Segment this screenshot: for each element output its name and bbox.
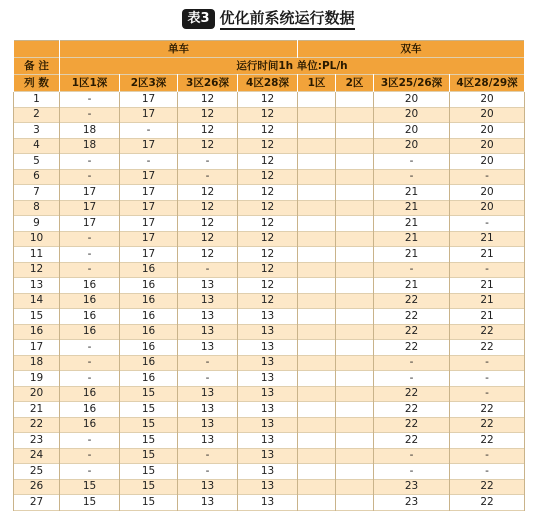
table-cell: 12 xyxy=(238,92,298,108)
table-cell: - xyxy=(60,154,120,170)
table-cell: 13 xyxy=(238,324,298,340)
table-row xyxy=(14,278,525,294)
table-row xyxy=(14,293,525,309)
table-cell: - xyxy=(374,169,450,185)
table-cell: 13 xyxy=(238,386,298,402)
table-number-badge: 表3 xyxy=(182,9,214,29)
table-cell: - xyxy=(178,448,238,464)
table-cell: - xyxy=(374,464,450,480)
table-row xyxy=(14,231,525,247)
row-index-cell: 21 xyxy=(14,402,60,418)
table-cell: 12 xyxy=(238,231,298,247)
table-cell: 22 xyxy=(450,479,525,495)
table-cell: 21 xyxy=(450,293,525,309)
table-cell: 13 xyxy=(178,309,238,325)
row-index-cell: 8 xyxy=(14,200,60,216)
table-cell: 16 xyxy=(120,371,178,387)
table-cell xyxy=(336,355,374,371)
table-cell xyxy=(336,340,374,356)
table-cell: 22 xyxy=(374,340,450,356)
table-cell: - xyxy=(60,92,120,108)
table-cell xyxy=(336,417,374,433)
table-cell: - xyxy=(450,169,525,185)
remark-label: 备 注 xyxy=(14,58,60,75)
table-cell: 22 xyxy=(450,495,525,511)
table-cell: 21 xyxy=(374,185,450,201)
table-cell xyxy=(298,107,336,123)
table-row xyxy=(14,371,525,387)
table-cell: 16 xyxy=(60,309,120,325)
table-cell xyxy=(336,107,374,123)
table-cell: 15 xyxy=(120,464,178,480)
table-cell xyxy=(336,309,374,325)
row-index-cell: 14 xyxy=(14,293,60,309)
row-index-cell: 17 xyxy=(14,340,60,356)
table-cell: 16 xyxy=(120,324,178,340)
table-cell xyxy=(336,169,374,185)
column-header: 2区3深 xyxy=(120,75,178,92)
table-cell: 13 xyxy=(238,371,298,387)
table-cell: - xyxy=(60,231,120,247)
table-cell: 21 xyxy=(450,247,525,263)
data-table xyxy=(13,40,525,511)
table-cell: - xyxy=(178,464,238,480)
table-cell: 20 xyxy=(450,92,525,108)
table-cell: 13 xyxy=(238,340,298,356)
table-cell: - xyxy=(374,448,450,464)
table-cell: 20 xyxy=(450,154,525,170)
table-cell: 13 xyxy=(178,433,238,449)
table-cell: 15 xyxy=(60,495,120,511)
unit-note: 运行时间1h 单位:PL/h xyxy=(60,58,525,75)
table-cell: 12 xyxy=(178,247,238,263)
table-title: 优化前系统运行数据 xyxy=(220,9,355,30)
table-cell: 12 xyxy=(238,200,298,216)
table-cell: 15 xyxy=(60,479,120,495)
table-cell xyxy=(298,340,336,356)
table-cell: 16 xyxy=(60,293,120,309)
table-cell: 17 xyxy=(120,169,178,185)
table-cell xyxy=(298,216,336,232)
header-group-single: 单车 xyxy=(60,41,298,58)
table-cell: 20 xyxy=(374,107,450,123)
table-row xyxy=(14,138,525,154)
header-row-columns xyxy=(14,75,525,92)
table-cell: 13 xyxy=(238,448,298,464)
row-index-cell: 20 xyxy=(14,386,60,402)
header-group-double: 双车 xyxy=(298,41,525,58)
table-cell: - xyxy=(178,169,238,185)
table-cell: 12 xyxy=(178,185,238,201)
column-header: 列 数 xyxy=(14,75,60,92)
table-cell: 22 xyxy=(450,402,525,418)
table-cell xyxy=(336,247,374,263)
table-cell: 15 xyxy=(120,479,178,495)
column-header: 1区1深 xyxy=(60,75,120,92)
row-index-cell: 3 xyxy=(14,123,60,139)
table-cell: - xyxy=(60,247,120,263)
table-cell: 12 xyxy=(238,107,298,123)
table-cell: 17 xyxy=(60,216,120,232)
table-cell: 16 xyxy=(120,340,178,356)
table-cell: 16 xyxy=(60,417,120,433)
table-cell xyxy=(298,185,336,201)
table-cell xyxy=(336,262,374,278)
table-cell xyxy=(298,464,336,480)
table-cell xyxy=(298,417,336,433)
table-cell xyxy=(336,464,374,480)
table-cell xyxy=(336,324,374,340)
table-cell xyxy=(298,355,336,371)
table-cell xyxy=(298,247,336,263)
table-cell: - xyxy=(178,371,238,387)
table-cell xyxy=(298,169,336,185)
table-cell: 16 xyxy=(60,402,120,418)
table-row xyxy=(14,479,525,495)
table-cell: 15 xyxy=(120,417,178,433)
table-cell xyxy=(298,293,336,309)
table-cell: - xyxy=(60,169,120,185)
table-cell xyxy=(336,138,374,154)
table-cell xyxy=(336,92,374,108)
table-cell: 20 xyxy=(374,123,450,139)
table-cell: - xyxy=(60,340,120,356)
table-cell: 13 xyxy=(238,402,298,418)
row-index-cell: 7 xyxy=(14,185,60,201)
row-index-cell: 26 xyxy=(14,479,60,495)
table-cell: - xyxy=(178,262,238,278)
table-cell: 13 xyxy=(178,386,238,402)
table-cell xyxy=(298,479,336,495)
table-row xyxy=(14,200,525,216)
table-cell: 12 xyxy=(238,185,298,201)
table-cell: 15 xyxy=(120,386,178,402)
table-cell: 12 xyxy=(238,154,298,170)
table-cell: 22 xyxy=(450,417,525,433)
table-cell xyxy=(298,138,336,154)
table-cell xyxy=(298,123,336,139)
table-cell: 16 xyxy=(60,386,120,402)
table-cell: 21 xyxy=(374,231,450,247)
header-row-remark xyxy=(14,58,525,75)
row-index-cell: 4 xyxy=(14,138,60,154)
table-cell: 13 xyxy=(238,464,298,480)
row-index-cell: 6 xyxy=(14,169,60,185)
row-index-cell: 18 xyxy=(14,355,60,371)
table-cell: 22 xyxy=(374,402,450,418)
table-cell: 13 xyxy=(178,278,238,294)
table-cell: 15 xyxy=(120,433,178,449)
table-cell: 22 xyxy=(450,433,525,449)
table-cell xyxy=(298,262,336,278)
column-header: 2区 xyxy=(336,75,374,92)
table-cell: 20 xyxy=(374,138,450,154)
table-cell: - xyxy=(120,123,178,139)
table-cell: 20 xyxy=(450,200,525,216)
row-index-cell: 24 xyxy=(14,448,60,464)
table-cell: 22 xyxy=(374,324,450,340)
table-cell: - xyxy=(450,355,525,371)
table-cell: 21 xyxy=(374,247,450,263)
table-cell xyxy=(298,278,336,294)
table-row xyxy=(14,92,525,108)
table-cell: - xyxy=(60,262,120,278)
table-cell xyxy=(336,479,374,495)
table-cell xyxy=(336,448,374,464)
table-cell xyxy=(298,448,336,464)
row-index-cell: 27 xyxy=(14,495,60,511)
table-cell xyxy=(336,495,374,511)
row-index-cell: 10 xyxy=(14,231,60,247)
table-cell: 22 xyxy=(374,417,450,433)
table-cell: 12 xyxy=(178,231,238,247)
table-cell: 23 xyxy=(374,495,450,511)
table-row xyxy=(14,402,525,418)
table-cell: - xyxy=(60,464,120,480)
table-cell: 12 xyxy=(178,216,238,232)
table-cell: 22 xyxy=(374,293,450,309)
table-cell: 22 xyxy=(450,324,525,340)
table-cell xyxy=(298,231,336,247)
table-cell xyxy=(336,154,374,170)
table-cell: - xyxy=(374,262,450,278)
table-cell xyxy=(298,92,336,108)
table-cell: - xyxy=(450,386,525,402)
table-cell: 12 xyxy=(238,216,298,232)
table-cell xyxy=(336,278,374,294)
table-cell: 20 xyxy=(450,123,525,139)
table-row xyxy=(14,247,525,263)
table-row xyxy=(14,309,525,325)
table-cell: 13 xyxy=(178,402,238,418)
table-cell: 16 xyxy=(60,278,120,294)
table-cell: 16 xyxy=(120,262,178,278)
column-header: 4区28/29深 xyxy=(450,75,525,92)
table-cell: - xyxy=(450,371,525,387)
table-cell: 17 xyxy=(120,247,178,263)
column-header: 3区26深 xyxy=(178,75,238,92)
row-index-cell: 16 xyxy=(14,324,60,340)
table-cell: 18 xyxy=(60,123,120,139)
table-cell xyxy=(336,433,374,449)
table-cell: 13 xyxy=(178,495,238,511)
table-cell: 12 xyxy=(238,247,298,263)
table-cell: 20 xyxy=(450,185,525,201)
table-cell: 13 xyxy=(178,324,238,340)
table-cell: 20 xyxy=(450,138,525,154)
table-cell: - xyxy=(60,433,120,449)
column-header: 4区28深 xyxy=(238,75,298,92)
row-index-cell: 2 xyxy=(14,107,60,123)
table-cell: - xyxy=(60,448,120,464)
table-cell: 12 xyxy=(238,123,298,139)
table-row xyxy=(14,386,525,402)
table-cell xyxy=(336,371,374,387)
row-index-cell: 9 xyxy=(14,216,60,232)
table-cell: 17 xyxy=(60,185,120,201)
table-row xyxy=(14,324,525,340)
row-index-cell: 25 xyxy=(14,464,60,480)
table-cell: 17 xyxy=(120,138,178,154)
table-cell: 20 xyxy=(374,92,450,108)
table-cell: 12 xyxy=(178,92,238,108)
table-cell xyxy=(336,386,374,402)
table-row xyxy=(14,169,525,185)
table-cell: 22 xyxy=(374,386,450,402)
column-header: 3区25/26深 xyxy=(374,75,450,92)
table-cell: 13 xyxy=(238,495,298,511)
table-cell xyxy=(336,402,374,418)
table-cell: 17 xyxy=(120,200,178,216)
table-cell: 21 xyxy=(450,309,525,325)
table-cell: - xyxy=(60,355,120,371)
table-cell: - xyxy=(450,448,525,464)
table-cell: - xyxy=(450,464,525,480)
table-cell: 21 xyxy=(374,278,450,294)
table-cell: 12 xyxy=(178,123,238,139)
row-index-cell: 12 xyxy=(14,262,60,278)
table-cell: 13 xyxy=(238,433,298,449)
table-row xyxy=(14,340,525,356)
table-cell xyxy=(298,309,336,325)
table-cell: 18 xyxy=(60,138,120,154)
table-cell: 17 xyxy=(60,200,120,216)
table-cell: 21 xyxy=(374,200,450,216)
table-cell: 23 xyxy=(374,479,450,495)
table-caption xyxy=(0,6,537,32)
table-cell: 12 xyxy=(178,107,238,123)
table-cell xyxy=(336,231,374,247)
table-cell: - xyxy=(178,154,238,170)
row-index-cell: 23 xyxy=(14,433,60,449)
table-cell: 17 xyxy=(120,92,178,108)
table-cell xyxy=(336,200,374,216)
table-cell: 12 xyxy=(178,200,238,216)
table-cell: 15 xyxy=(120,448,178,464)
table-cell: 16 xyxy=(120,355,178,371)
table-row xyxy=(14,262,525,278)
table-row xyxy=(14,185,525,201)
table-row xyxy=(14,216,525,232)
table-cell: 12 xyxy=(238,262,298,278)
table-cell: - xyxy=(450,216,525,232)
table-cell: 15 xyxy=(120,402,178,418)
table-row xyxy=(14,355,525,371)
table-cell xyxy=(336,185,374,201)
table-cell: 13 xyxy=(238,417,298,433)
table-cell: 13 xyxy=(178,479,238,495)
table-cell: - xyxy=(374,355,450,371)
table-cell: 16 xyxy=(120,309,178,325)
table-cell: 17 xyxy=(120,185,178,201)
table-cell: 17 xyxy=(120,216,178,232)
table-cell: 12 xyxy=(238,138,298,154)
table-cell: 17 xyxy=(120,231,178,247)
table-cell xyxy=(298,200,336,216)
table-cell: 15 xyxy=(120,495,178,511)
table-cell: 22 xyxy=(374,433,450,449)
row-index-cell: 11 xyxy=(14,247,60,263)
table-cell: - xyxy=(60,371,120,387)
table-cell xyxy=(298,402,336,418)
table-cell: - xyxy=(374,371,450,387)
table-cell xyxy=(298,433,336,449)
table-cell: - xyxy=(178,355,238,371)
table-cell: 12 xyxy=(238,169,298,185)
table-cell: - xyxy=(374,154,450,170)
table-row xyxy=(14,123,525,139)
table-cell: 13 xyxy=(178,340,238,356)
table-cell: 20 xyxy=(450,107,525,123)
table-row xyxy=(14,417,525,433)
table-cell xyxy=(298,386,336,402)
table-row xyxy=(14,495,525,511)
table-row xyxy=(14,464,525,480)
table-cell: 13 xyxy=(238,309,298,325)
table-cell: 17 xyxy=(120,107,178,123)
table-cell xyxy=(298,324,336,340)
table-row xyxy=(14,448,525,464)
row-index-cell: 13 xyxy=(14,278,60,294)
table-cell: 16 xyxy=(120,293,178,309)
table-cell: 13 xyxy=(178,417,238,433)
table-cell: 21 xyxy=(450,278,525,294)
header-row-groups xyxy=(14,41,525,58)
table-cell xyxy=(298,495,336,511)
row-index-cell: 15 xyxy=(14,309,60,325)
table-cell xyxy=(298,371,336,387)
header-corner xyxy=(14,41,60,58)
row-index-cell: 5 xyxy=(14,154,60,170)
table-cell: - xyxy=(450,262,525,278)
table-cell xyxy=(336,216,374,232)
table-row xyxy=(14,107,525,123)
table-cell: 22 xyxy=(450,340,525,356)
row-index-cell: 22 xyxy=(14,417,60,433)
row-index-cell: 19 xyxy=(14,371,60,387)
table-cell: 12 xyxy=(238,278,298,294)
table-cell xyxy=(336,293,374,309)
table-cell: 16 xyxy=(120,278,178,294)
table-cell xyxy=(298,154,336,170)
table-cell: - xyxy=(120,154,178,170)
table-row xyxy=(14,433,525,449)
table-cell: 21 xyxy=(374,216,450,232)
table-cell: 12 xyxy=(238,293,298,309)
table-cell: 13 xyxy=(238,479,298,495)
table-cell: 16 xyxy=(60,324,120,340)
table-cell: 13 xyxy=(238,355,298,371)
table-cell: 12 xyxy=(178,138,238,154)
row-index-cell: 1 xyxy=(14,92,60,108)
table-cell: 13 xyxy=(178,293,238,309)
table-cell: 22 xyxy=(374,309,450,325)
table-cell: - xyxy=(60,107,120,123)
column-header: 1区 xyxy=(298,75,336,92)
table-row xyxy=(14,154,525,170)
table-cell: 21 xyxy=(450,231,525,247)
table-cell xyxy=(336,123,374,139)
